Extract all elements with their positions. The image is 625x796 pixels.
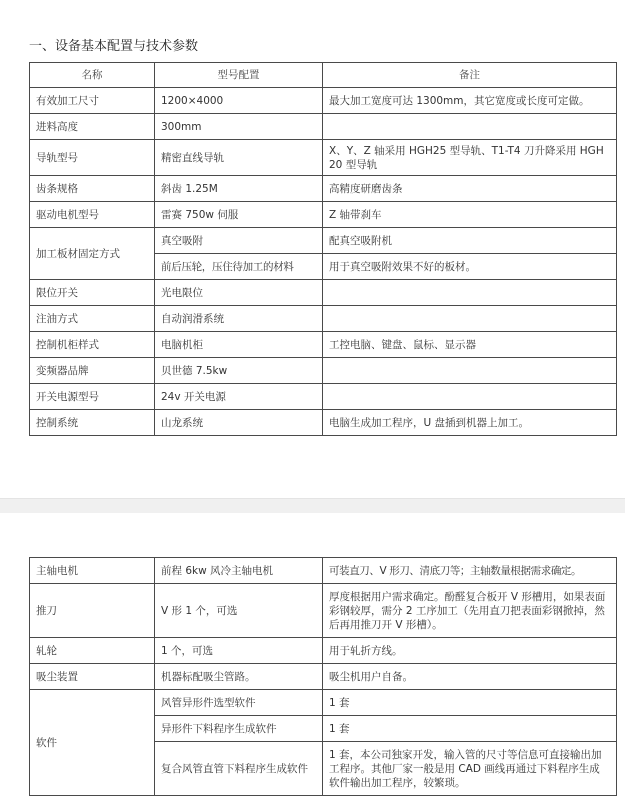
table-row	[30, 638, 617, 664]
cell-note: Z 轴带刹车	[323, 202, 617, 228]
cell-name: 轧轮	[30, 638, 155, 664]
cell-note: 电脑生成加工程序，U 盘插到机器上加工。	[323, 410, 617, 436]
header-name: 名称	[30, 63, 155, 88]
table-row	[30, 176, 617, 202]
table-row	[30, 88, 617, 114]
table-row	[30, 690, 617, 716]
cell-note: 工控电脑、键盘、鼠标、显示器	[323, 332, 617, 358]
cell-model: 雷赛 750w 伺服	[155, 202, 323, 228]
cell-model: 贝世德 7.5kw	[155, 358, 323, 384]
cell-model: 电脑机柜	[155, 332, 323, 358]
table-row	[30, 114, 617, 140]
header-note: 备注	[323, 63, 617, 88]
cell-note: 用于真空吸附效果不好的板材。	[323, 254, 617, 280]
cell-name: 主轴电机	[30, 558, 155, 584]
cell-model: 300mm	[155, 114, 323, 140]
cell-note: 可装直刀、V 形刀、清底刀等；主轴数量根据需求确定。	[323, 558, 617, 584]
cell-model: 复合风管直管下料程序生成软件	[155, 742, 323, 796]
cell-model: 1 个，可选	[155, 638, 323, 664]
table-row	[30, 228, 617, 254]
table-row	[30, 280, 617, 306]
cell-note	[323, 114, 617, 140]
cell-note	[323, 358, 617, 384]
table-row	[30, 306, 617, 332]
cell-note: X、Y、Z 轴采用 HGH25 型导轨、T1-T4 刀升降采用 HGH20 型导轨	[323, 140, 617, 176]
table-row	[30, 664, 617, 690]
cell-name: 进料高度	[30, 114, 155, 140]
cell-model: 1200×4000	[155, 88, 323, 114]
cell-note: 1 套	[323, 716, 617, 742]
header-model: 型号配置	[155, 63, 323, 88]
page-gap	[0, 499, 625, 513]
table-row	[30, 202, 617, 228]
table-row	[30, 584, 617, 638]
cell-model: 光电限位	[155, 280, 323, 306]
cell-note: 厚度根据用户需求确定。酚醛复合板开 V 形槽用，如果表面彩钢较厚，需分 2 工序加工（先用直刀把表面彩钢掀掉，然后再用推刀开 V 形槽）。	[323, 584, 617, 638]
cell-note: 最大加工宽度可达 1300mm，其它宽度或长度可定做。	[323, 88, 617, 114]
cell-model: 自动润滑系统	[155, 306, 323, 332]
cell-note	[323, 280, 617, 306]
cell-note	[323, 384, 617, 410]
cell-name: 驱动电机型号	[30, 202, 155, 228]
spec-table-2	[29, 557, 617, 796]
cell-name: 限位开关	[30, 280, 155, 306]
table-row	[30, 358, 617, 384]
cell-note: 1 套	[323, 690, 617, 716]
table-row	[30, 332, 617, 358]
cell-name: 软件	[30, 690, 155, 796]
spec-table-1	[29, 62, 617, 436]
table-row	[30, 558, 617, 584]
cell-note: 高精度研磨齿条	[323, 176, 617, 202]
cell-note: 用于轧折方线。	[323, 638, 617, 664]
cell-model: 真空吸附	[155, 228, 323, 254]
cell-model: 精密直线导轨	[155, 140, 323, 176]
cell-name: 控制系统	[30, 410, 155, 436]
cell-note: 配真空吸附机	[323, 228, 617, 254]
cell-name: 变频器品牌	[30, 358, 155, 384]
cell-name: 控制机柜样式	[30, 332, 155, 358]
cell-name: 注油方式	[30, 306, 155, 332]
cell-name: 吸尘装置	[30, 664, 155, 690]
cell-model: 风管异形件选型软件	[155, 690, 323, 716]
table-header-row	[30, 63, 617, 88]
cell-model: 机器标配吸尘管路。	[155, 664, 323, 690]
cell-note: 1 套，本公司独家开发，输入管的尺寸等信息可直接输出加工程序。其他厂家一般是用 CAD 画线再通过下料程序生成软件输出加工程序，较繁琐。	[323, 742, 617, 796]
cell-name: 加工板材固定方式	[30, 228, 155, 280]
cell-name: 开关电源型号	[30, 384, 155, 410]
cell-model: 斜齿 1.25M	[155, 176, 323, 202]
section-title: 一、设备基本配置与技术参数	[29, 39, 199, 54]
table-row	[30, 410, 617, 436]
cell-model: 24v 开关电源	[155, 384, 323, 410]
cell-model: 异形件下料程序生成软件	[155, 716, 323, 742]
cell-model: 前后压轮，压住待加工的材料	[155, 254, 323, 280]
cell-name: 导轨型号	[30, 140, 155, 176]
cell-name: 齿条规格	[30, 176, 155, 202]
cell-note: 吸尘机用户自备。	[323, 664, 617, 690]
cell-model: V 形 1 个，可选	[155, 584, 323, 638]
cell-model: 前程 6kw 风冷主轴电机	[155, 558, 323, 584]
cell-model: 山龙系统	[155, 410, 323, 436]
table-row	[30, 140, 617, 176]
cell-name: 有效加工尺寸	[30, 88, 155, 114]
cell-note	[323, 306, 617, 332]
table-row	[30, 384, 617, 410]
cell-name: 推刀	[30, 584, 155, 638]
